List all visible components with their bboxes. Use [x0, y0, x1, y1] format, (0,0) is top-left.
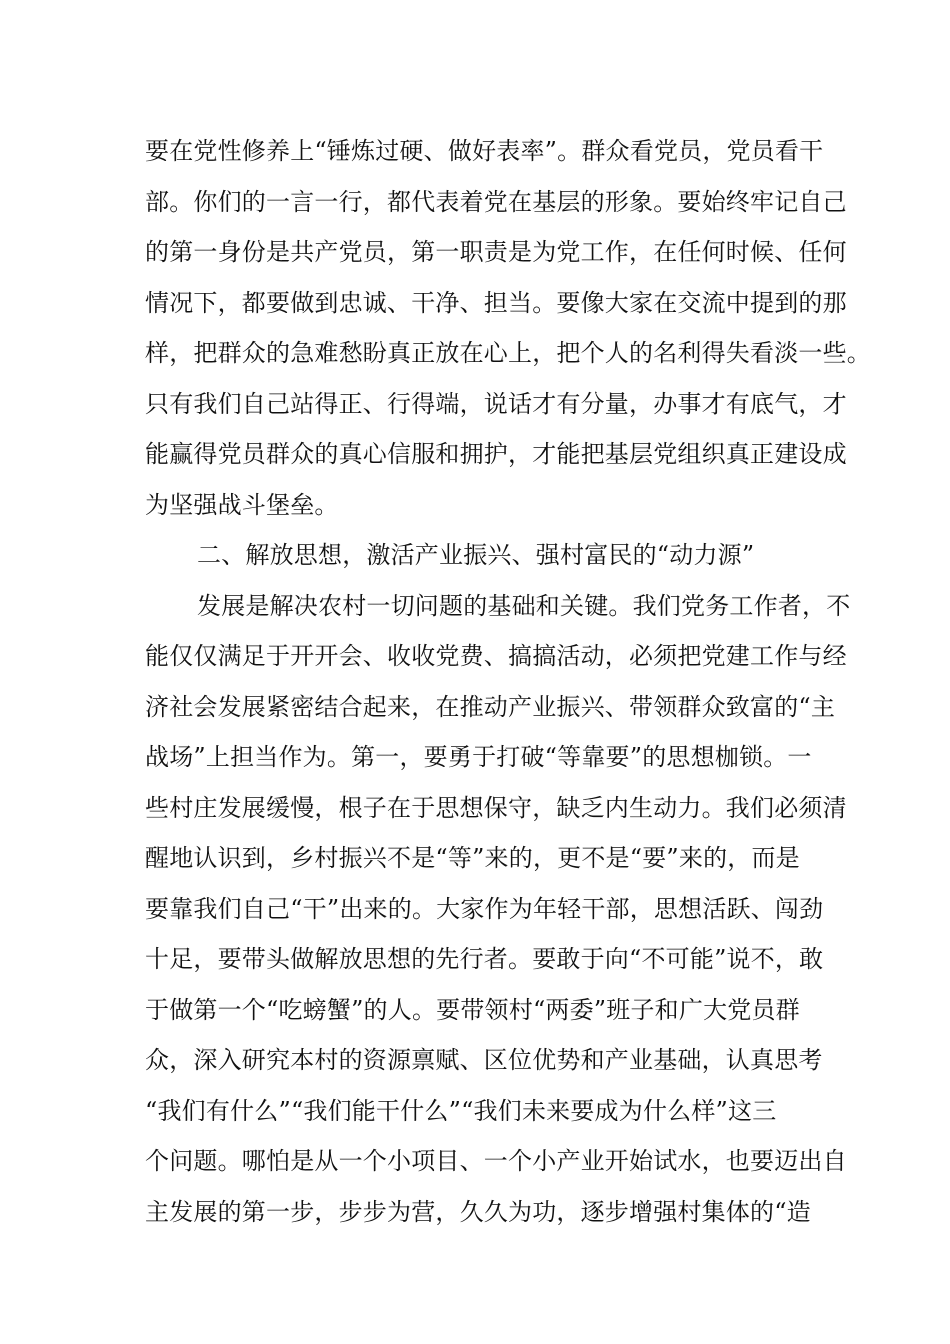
text-line: 发展是解决农村一切问题的基础和关键。我们党务工作者，不: [197, 591, 851, 620]
text-line: “我们有什么”“我们能干什么”“我们未来要成为什么样”这三: [145, 1096, 777, 1125]
text-line: 主发展的第一步，步步为营，久久为功，逐步增强村集体的“造: [145, 1197, 811, 1226]
section-heading: 二、解放思想，激活产业振兴、强村富民的“动力源”: [197, 541, 755, 569]
text-line: 的第一身份是共产党员，第一职责是为党工作，在任何时候、任何: [145, 238, 847, 266]
text-line: 部。你们的一言一行，都代表着党在基层的形象。要始终牢记自己: [145, 187, 847, 216]
text-line: 个问题。哪怕是从一个小项目、一个小产业开始试水，也要迈出自: [145, 1147, 847, 1175]
text-line: 能仅仅满足于开开会、收收党费、搞搞活动，必须把党建工作与经: [145, 642, 847, 670]
text-line: 些村庄发展缓慢，根子在于思想保守，缺乏内生动力。我们必须清: [145, 793, 847, 822]
text-line: 能赢得党员群众的真心信服和拥护，才能把基层党组织真正建设成: [145, 440, 847, 468]
text-line: 要在党性修养上“锤炼过硬、做好表率”。群众看党员，党员看干: [145, 137, 824, 165]
text-line: 要靠我们自己“干”出来的。大家作为年轻干部，思想活跃、闯劲: [145, 894, 824, 923]
document-body: [145, 126, 871, 1237]
text-line: 济社会发展紧密结合起来，在推动产业振兴、带领群众致富的“主: [145, 692, 836, 721]
paragraph-main: [145, 581, 851, 1238]
text-line: 只有我们自己站得正、行得端，说话才有分量，办事才有底气，才: [145, 389, 847, 418]
text-line: 十足，要带头做解放思想的先行者。要敢于向“不可能”说不，敢: [145, 945, 824, 973]
text-line: 众，深入研究本村的资源禀赋、区位优势和产业基础，认真思考: [145, 1046, 823, 1074]
text-line: 情况下，都要做到忠诚、干净、担当。要像大家在交流中提到的那: [145, 288, 847, 317]
text-line: 醒地认识到，乡村振兴不是“等”来的，更不是“要”来的，而是: [145, 844, 800, 872]
paragraph-continuation: [145, 126, 871, 530]
text-line: 样，把群众的急难愁盼真正放在心上，把个人的名利得失看淡一些。: [145, 339, 871, 367]
text-line: 为坚强战斗堡垒。: [145, 490, 339, 519]
text-line: 于做第一个“吃螃蟹”的人。要带领村“两委”班子和广大党员群: [145, 995, 800, 1024]
text-line: 战场”上担当作为。第一，要勇于打破“等靠要”的思想枷锁。一: [145, 743, 812, 771]
